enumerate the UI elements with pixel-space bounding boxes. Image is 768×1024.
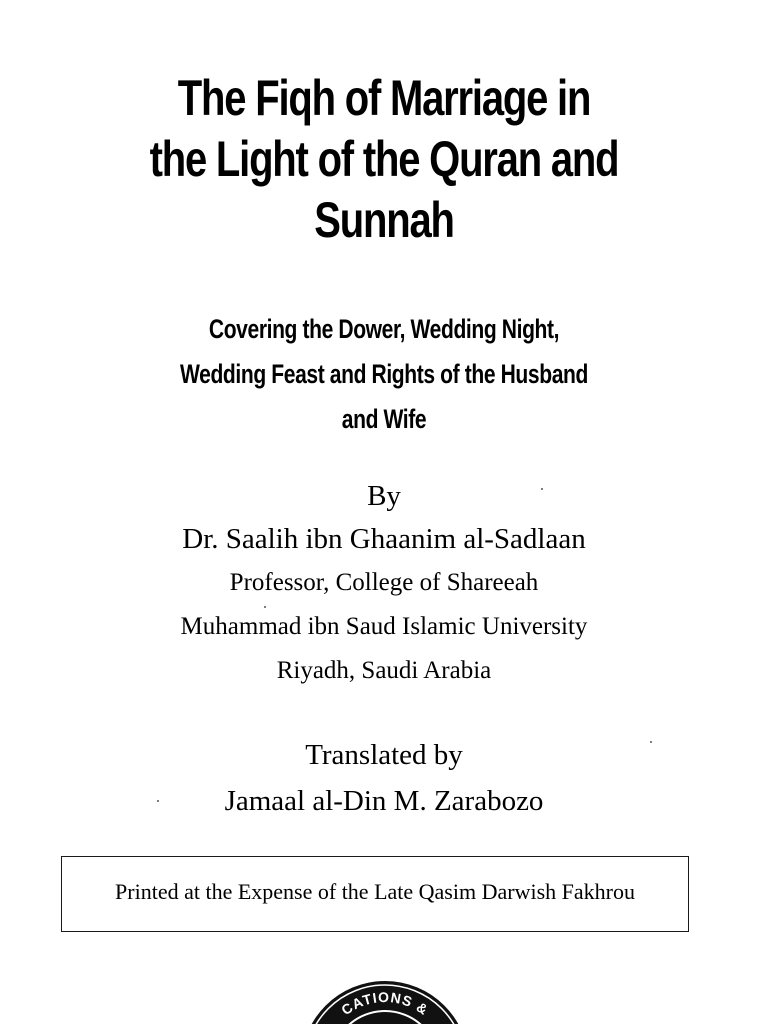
- translator-name: Jamaal al-Din M. Zarabozo: [224, 785, 544, 817]
- book-title-line-1: The Fiqh of Marriage in: [177, 70, 591, 126]
- by-label: By: [367, 480, 401, 512]
- book-title-line-3: Sunnah: [314, 192, 454, 248]
- book-subtitle-line-2: Wedding Feast and Rights of the Husband: [180, 359, 588, 389]
- author-university: Muhammad ibn Saud Islamic University: [180, 613, 588, 640]
- expense-note: Printed at the Expense of the Late Qasim Darwish Fakhrou: [115, 879, 635, 904]
- translated-by-label: Translated by: [305, 739, 463, 771]
- expense-note-box: [61, 856, 689, 932]
- book-subtitle: [84, 307, 683, 442]
- scan-speck: [264, 606, 266, 608]
- author-name: Dr. Saalih ibn Ghaanim al-Sadlaan: [182, 523, 586, 555]
- book-subtitle-line-3: and Wife: [341, 404, 427, 434]
- book-subtitle-line-1: Covering the Dower, Wedding Night,: [208, 314, 560, 344]
- author-position: Professor, College of Shareeah: [229, 569, 539, 596]
- scan-speck: [650, 741, 652, 743]
- author-location: Riyadh, Saudi Arabia: [276, 657, 492, 684]
- book-title-line-2: the Light of the Quran and: [149, 131, 619, 187]
- publisher-seal-icon: [300, 980, 470, 1024]
- book-title: [77, 68, 691, 251]
- seal-text: CATIONS &: [338, 988, 432, 1019]
- scan-speck: [541, 488, 543, 490]
- scan-speck: [157, 800, 159, 802]
